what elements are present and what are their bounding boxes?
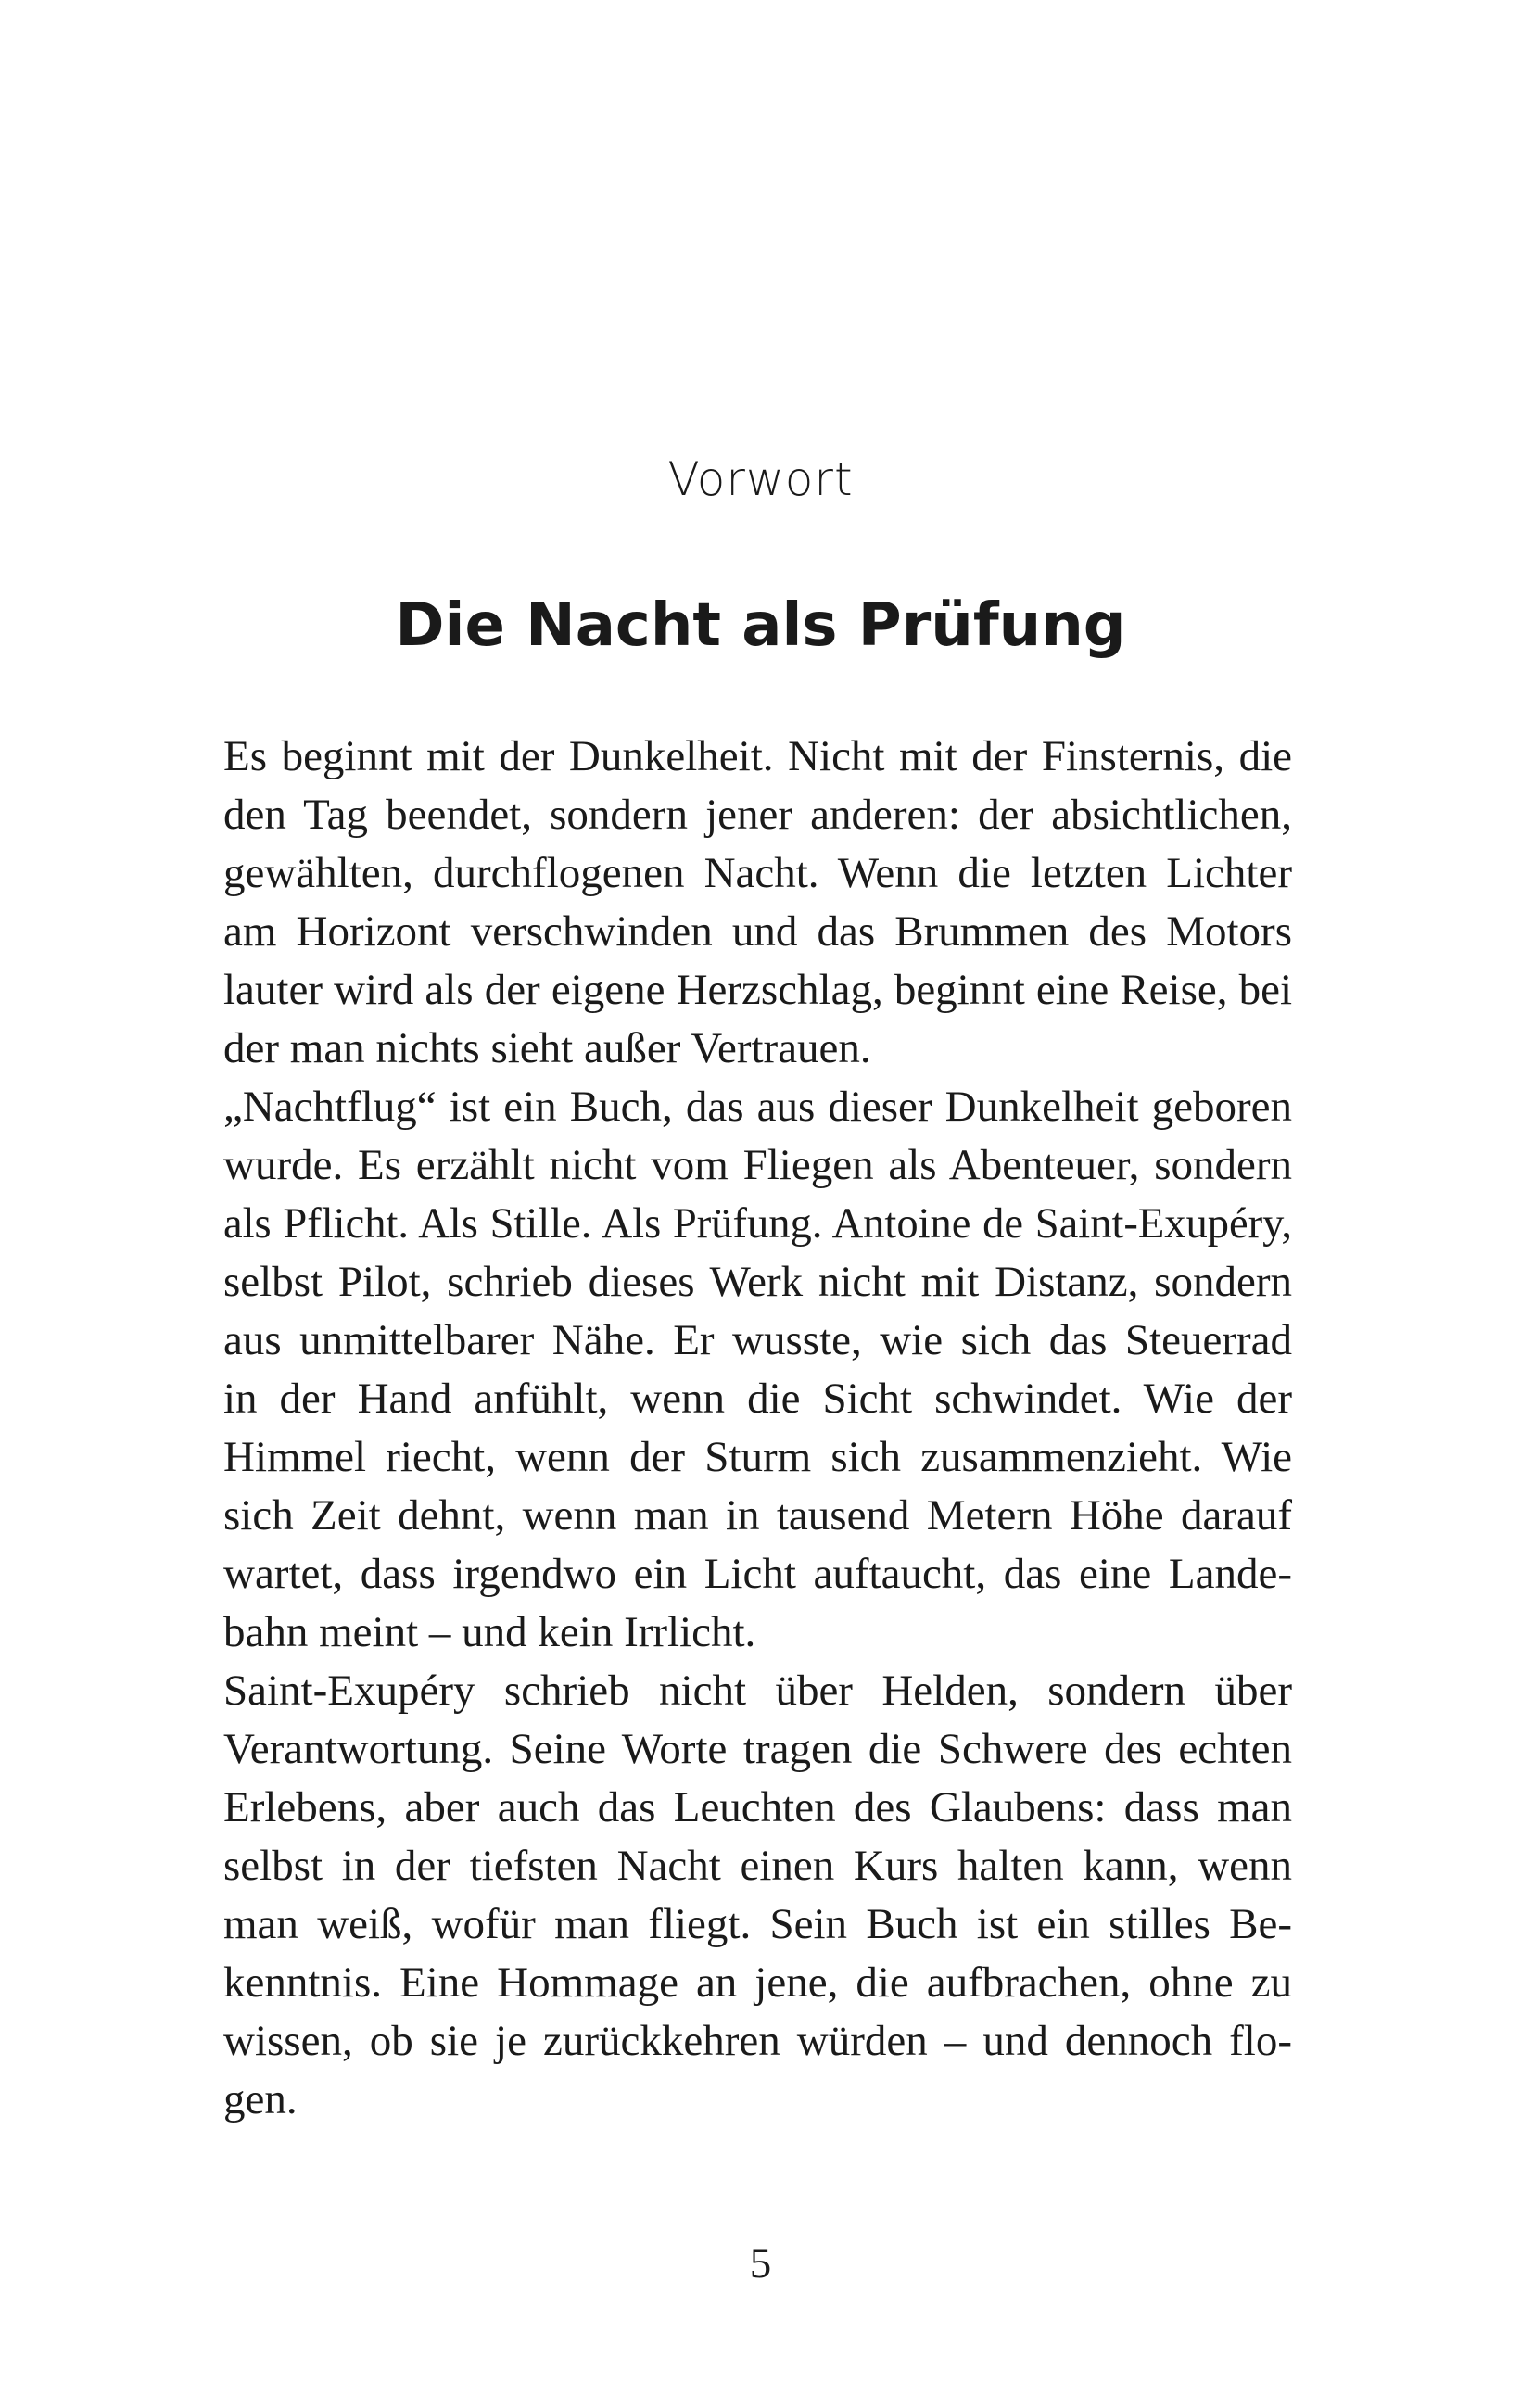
text-line: selbst Pilot, schrieb dieses Werk nicht mit Distanz, sondern [223,1258,1292,1306]
section-label: Vorwort [667,452,854,506]
text-line: lauter wird als der eigene Herzschlag, beginnt eine Reise, bei [223,966,1292,1014]
text-line: am Horizont verschwinden und das Brummen des Motors [223,907,1292,956]
text-line: in der Hand anfühlt, wenn die Sicht schwindet. Wie der [223,1375,1292,1423]
text-line: Saint-Exupéry schrieb nicht über Helden, sondern über [223,1667,1292,1715]
body-text [223,728,1292,2129]
text-line: selbst in der tiefsten Nacht einen Kurs halten kann, wenn [223,1842,1292,1890]
text-line: wartet, dass irgendwo ein Licht auftaucht, das eine Lande- [223,1550,1292,1598]
text-line: Verantwortung. Seine Worte tragen die Schwere des echten [223,1725,1292,1773]
text-line: gen. [223,2075,298,2123]
text-line: der man nichts sieht außer Vertrauen. [223,1024,871,1072]
text-line: „Nachtflug“ ist ein Buch, das aus dieser Dunkelheit geboren [223,1083,1292,1131]
text-line: Himmel riecht, wenn der Sturm sich zusammenzieht. Wie [223,1433,1292,1481]
text-line: Erlebens, aber auch das Leuchten des Glaubens: dass man [223,1783,1292,1831]
text-line: den Tag beendet, sondern jener anderen: der absichtlichen, [223,791,1292,839]
text-line: aus unmittelbarer Nähe. Er wusste, wie sich das Steuerrad [223,1316,1292,1364]
text-line: man weiß, wofür man fliegt. Sein Buch ist ein stilles Be- [223,1900,1292,1948]
text-line: bahn meint – und kein Irrlicht. [223,1608,756,1656]
text-line: sich Zeit dehnt, wenn man in tausend Metern Höhe darauf [223,1491,1292,1540]
text-line: wissen, ob sie je zurückkehren würden – und dennoch flo- [223,2017,1292,2065]
text-line: kenntnis. Eine Hommage an jene, die aufbrachen, ohne zu [223,1958,1292,2007]
text-line: gewählten, durchflogenen Nacht. Wenn die letzten Lichter [223,849,1292,897]
chapter-title: Die Nacht als Prüfung [395,591,1126,660]
text-line: Es beginnt mit der Dunkelheit. Nicht mit der Finsternis, die [223,732,1292,780]
page-number: 5 [749,2239,772,2288]
text-line: als Pflicht. Als Stille. Als Prüfung. Antoine de Saint-Exupéry, [223,1200,1292,1248]
text-line: wurde. Es erzählt nicht vom Fliegen als Abenteuer, sondern [223,1141,1292,1189]
